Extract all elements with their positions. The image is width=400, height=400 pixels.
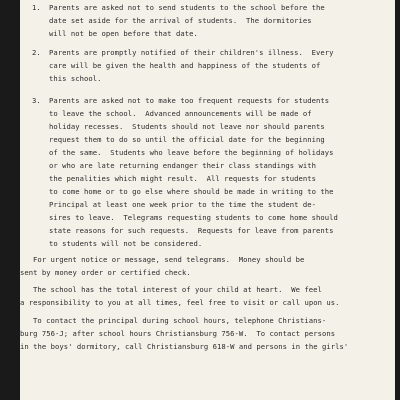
item-3-line-8: to come home or to go else where should be made in writing to the — [49, 187, 334, 196]
item-2-line-2: care will be given the health and happiness of the students of — [49, 61, 321, 70]
paragraph-contact-line-1: To contact the principal during school hours, telephone Christians- — [33, 316, 327, 325]
item-3-line-10: sires to leave. Telegrams requesting students to come home should — [49, 213, 338, 222]
item-3-line-11: state reasons for such requests. Requests for leave from parents — [49, 226, 334, 235]
item-1-line-1: Parents are asked not to send students to the school before the — [49, 3, 325, 12]
item-number-3: 3. — [32, 96, 41, 105]
paragraph-contact-line-3: in the boys' dormitory, call Christiansburg 618-W and persons in the girls' — [20, 342, 349, 351]
item-3-line-4: request them to do so until the official date for the beginning — [49, 135, 325, 144]
paragraph-urgent-line-1: For urgent notice or message, send telegrams. Money should be — [33, 255, 305, 264]
item-3-line-12: to students will not be considered. — [49, 239, 203, 248]
item-number-1: 1. — [32, 3, 41, 12]
item-3-line-1: Parents are asked not to make too frequent requests for students — [49, 96, 330, 105]
paragraph-contact-line-2: burg 756-J; after school hours Christiansburg 756-W. To contact persons — [20, 329, 336, 338]
item-1-line-2: date set aside for the arrival of students. The dormitories — [49, 16, 312, 25]
paragraph-interest-line-2: a responsibility to you at all times, feel free to visit or call upon us. — [20, 298, 340, 307]
item-3-line-6: or who are late returning endanger their class standings with — [49, 161, 317, 170]
item-3-line-7: the penalities which might result. All requests for students — [49, 174, 317, 183]
paragraph-urgent-line-2: sent by money order or certified check. — [20, 268, 191, 277]
item-1-line-3: will not be open before that date. — [49, 29, 198, 38]
item-number-2: 2. — [32, 48, 41, 57]
item-3-line-5: of the same. Students who leave before the beginning of holidays — [49, 148, 334, 157]
item-2-line-3: this school. — [49, 74, 102, 83]
paragraph-interest-line-1: The school has the total interest of your child at heart. We feel — [33, 285, 322, 294]
item-3-line-2: to leave the school. Advanced announcements will be made of — [49, 109, 312, 118]
item-2-line-1: Parents are promptly notified of their children's illness. Every — [49, 48, 334, 57]
item-3-line-3: holiday recesses. Students should not leave nor should parents — [49, 122, 325, 131]
document-page — [20, 0, 395, 400]
item-3-line-9: Principal at least one week prior to the time the student de- — [49, 200, 317, 209]
